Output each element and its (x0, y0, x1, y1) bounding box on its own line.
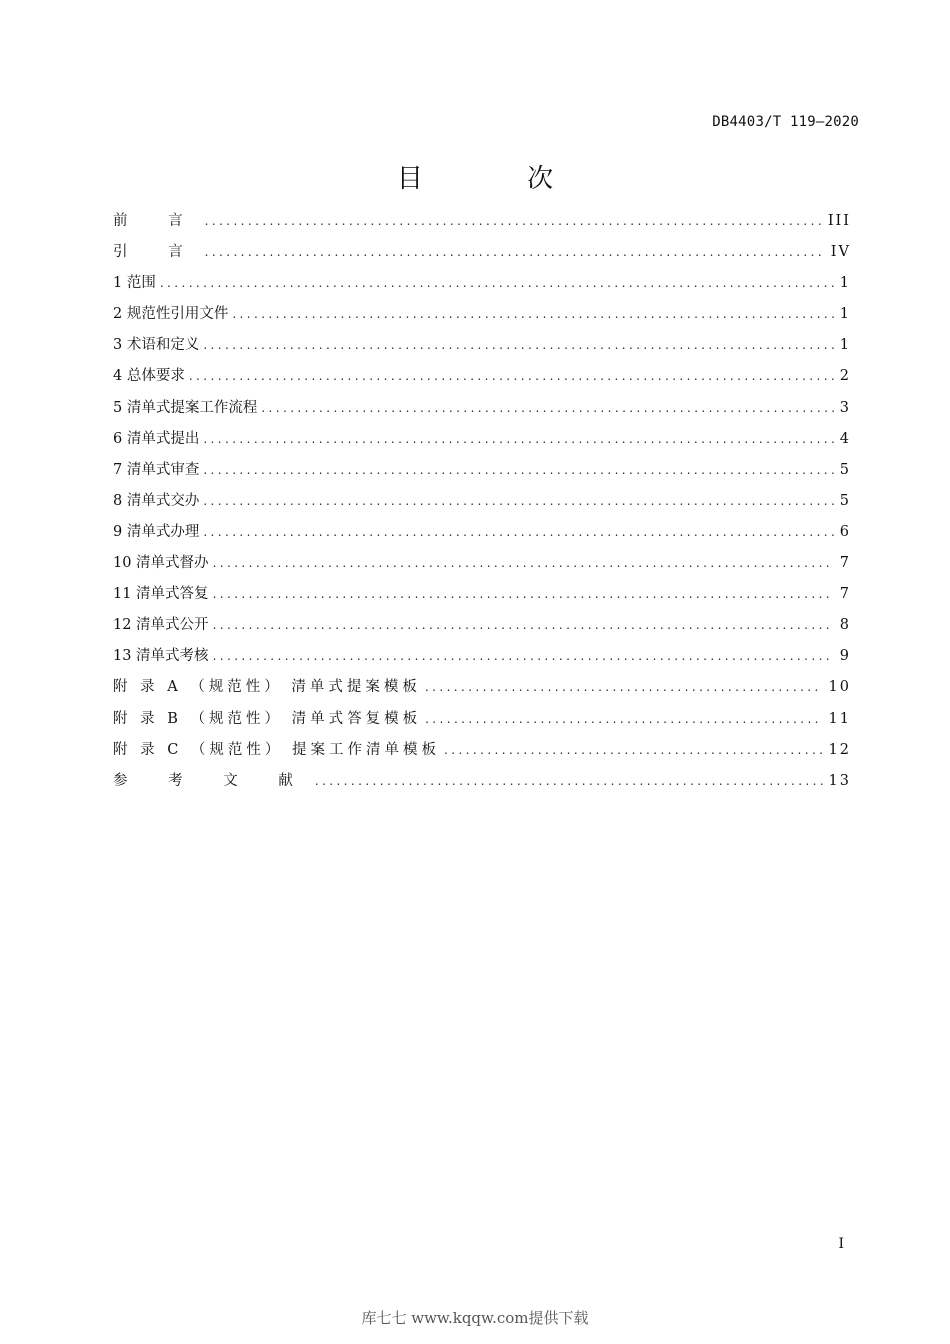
toc-leader-dots (203, 424, 833, 455)
toc-leader-dots (205, 237, 825, 268)
toc-entry[interactable] (113, 206, 851, 237)
toc-leader-dots (444, 735, 823, 766)
toc-entry-label: 参 考 文 献 (113, 772, 311, 789)
toc-leader-dots (213, 610, 834, 641)
toc-entry[interactable] (113, 704, 851, 735)
toc-entry-label: 13 清单式考核 (113, 648, 209, 665)
toc-leader-dots (203, 455, 833, 486)
toc-entry[interactable] (113, 610, 851, 641)
toc-leader-dots (205, 206, 822, 237)
toc-entry-page: 4 (839, 430, 851, 447)
toc-entry-page: 2 (839, 368, 851, 385)
toc-entry-label: 11 清单式答复 (113, 586, 209, 603)
toc-entry-page: 3 (839, 399, 851, 416)
toc-entry-label: 引 言 (113, 244, 201, 261)
toc-entry[interactable] (113, 237, 851, 268)
toc-entry-page: 7 (839, 555, 851, 572)
toc-entry-page: 1 (839, 306, 851, 323)
toc-entry-label: 1 范围 (113, 275, 156, 292)
toc-entry[interactable] (113, 486, 851, 517)
toc-entry-label: 12 清单式公开 (113, 617, 209, 634)
toc-entry[interactable] (113, 579, 851, 610)
toc-entry-page: 13 (828, 772, 851, 789)
toc-entry[interactable] (113, 672, 851, 703)
table-of-contents (113, 206, 851, 797)
toc-leader-dots (232, 299, 833, 330)
toc-entry-page: 5 (839, 461, 851, 478)
toc-entry-page: III (827, 213, 851, 229)
toc-entry-label: 前 言 (113, 213, 201, 229)
toc-leader-dots (203, 517, 833, 548)
toc-leader-dots (425, 704, 822, 735)
toc-entry-page: 6 (839, 523, 851, 540)
toc-entry[interactable] (113, 517, 851, 548)
toc-entry[interactable] (113, 641, 851, 672)
toc-entry-label: 2 规范性引用文件 (113, 306, 229, 323)
footer-source-text: 库七七 www.kqqw.com提供下载 (361, 1309, 589, 1327)
toc-leader-dots (315, 766, 823, 797)
toc-entry-label: 3 术语和定义 (113, 337, 200, 354)
toc-entry-page: 9 (839, 648, 851, 665)
toc-entry-page: 1 (839, 275, 851, 292)
toc-entry-page: 12 (828, 741, 851, 758)
toc-entry[interactable] (113, 393, 851, 424)
toc-entry-page: 10 (828, 679, 851, 696)
toc-entry-label: 7 清单式审查 (113, 461, 200, 478)
toc-leader-dots (213, 579, 834, 610)
toc-entry[interactable] (113, 766, 851, 797)
toc-entry[interactable] (113, 268, 851, 299)
toc-entry-label: 8 清单式交办 (113, 492, 200, 509)
toc-entry[interactable] (113, 424, 851, 455)
toc-entry-page: IV (830, 244, 851, 261)
toc-leader-dots (160, 268, 834, 299)
toc-leader-dots (261, 393, 833, 424)
toc-leader-dots (203, 330, 833, 361)
toc-entry[interactable] (113, 299, 851, 330)
toc-leader-dots (189, 361, 834, 392)
page-title: 目 次 (396, 164, 602, 194)
toc-entry-label: 6 清单式提出 (113, 430, 200, 447)
document-code: DB4403/T 119—2020 (712, 114, 859, 130)
toc-entry[interactable] (113, 330, 851, 361)
toc-entry-page: 11 (828, 710, 851, 727)
toc-leader-dots (213, 641, 834, 672)
toc-entry-page: 1 (839, 337, 851, 354)
toc-entry-page: 7 (839, 586, 851, 603)
toc-entry-label: 4 总体要求 (113, 368, 185, 385)
toc-entry-label: 附 录 C （规范性） 提案工作清单模板 (113, 741, 441, 758)
toc-entry-label: 5 清单式提案工作流程 (113, 399, 258, 416)
toc-entry[interactable] (113, 361, 851, 392)
toc-entry-label: 附 录 B （规范性） 清单式答复模板 (113, 710, 422, 727)
toc-entry-page: 8 (839, 617, 851, 634)
toc-entry-page: 5 (839, 492, 851, 509)
toc-leader-dots (213, 548, 834, 579)
toc-leader-dots (425, 672, 823, 703)
page-number: I (838, 1236, 844, 1252)
toc-leader-dots (203, 486, 833, 517)
toc-entry[interactable] (113, 735, 851, 766)
toc-entry-label: 9 清单式办理 (113, 523, 200, 540)
toc-entry[interactable] (113, 548, 851, 579)
toc-entry-label: 附 录 A （规范性） 清单式提案模板 (113, 679, 421, 696)
toc-entry-label: 10 清单式督办 (113, 555, 209, 572)
toc-entry[interactable] (113, 455, 851, 486)
